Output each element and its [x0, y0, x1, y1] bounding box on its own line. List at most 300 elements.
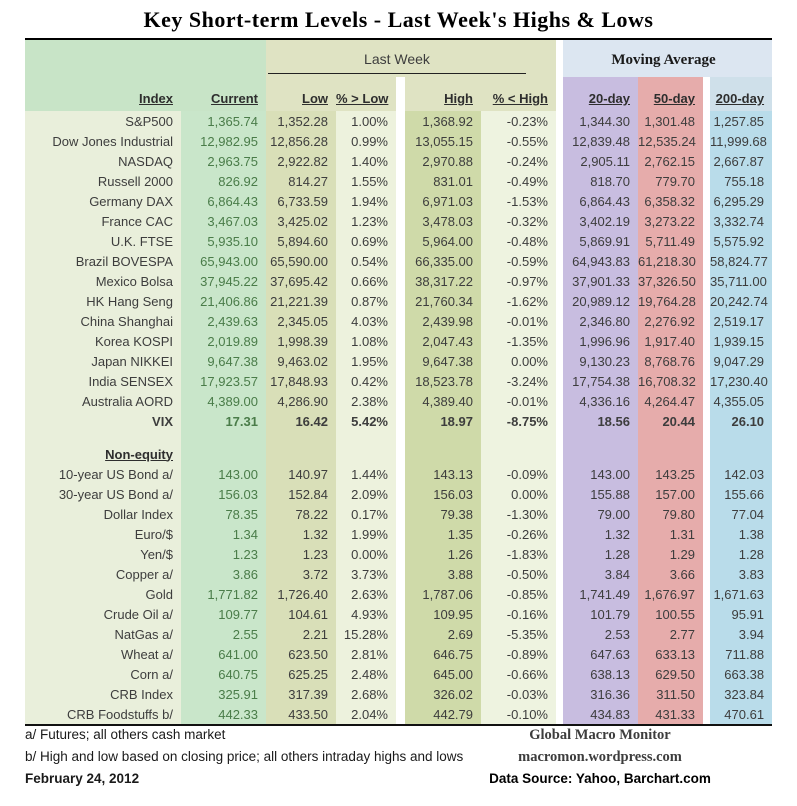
table-row — [25, 464, 772, 484]
table-row — [25, 624, 772, 644]
cell-200-day: 95.91 — [710, 604, 772, 624]
cell-20-day: 1,344.30 — [563, 111, 638, 131]
col-gap — [396, 664, 405, 684]
moving-average-label: Moving Average — [611, 52, 716, 68]
cell-200-day — [710, 444, 772, 464]
cell-high: 143.13 — [405, 464, 481, 484]
cell-20-day: 316.36 — [563, 684, 638, 704]
col-header-50-day: 50-day — [638, 77, 703, 111]
cell-current — [181, 444, 266, 464]
cell-200-day: 11,999.68 — [710, 131, 772, 151]
cell-high: 79.38 — [405, 504, 481, 524]
col-gap — [703, 664, 710, 684]
cell-50-day: 2,762.15 — [638, 151, 703, 171]
cell-50-day: 431.33 — [638, 704, 703, 725]
col-gap — [703, 584, 710, 604]
col-gap — [396, 391, 405, 411]
col-gap — [396, 77, 405, 111]
cell-high: 18.97 — [405, 411, 481, 431]
cell-low: 2.21 — [266, 624, 336, 644]
cell-50-day: 37,326.50 — [638, 271, 703, 291]
cell-50-day: 20.44 — [638, 411, 703, 431]
cell-20-day: 1,741.49 — [563, 584, 638, 604]
cell-pct-below-high: -0.49% — [481, 171, 556, 191]
cell-pct-above-low: 2.63% — [336, 584, 396, 604]
cell-50-day: 5,711.49 — [638, 231, 703, 251]
col-gap — [703, 351, 710, 371]
cell-low: 317.39 — [266, 684, 336, 704]
cell-pct-above-low: 0.42% — [336, 371, 396, 391]
cell-index — [25, 431, 181, 444]
col-gap — [396, 484, 405, 504]
table-row — [25, 331, 772, 351]
cell-high: 21,760.34 — [405, 291, 481, 311]
cell-20-day: 1.32 — [563, 524, 638, 544]
cell-index: Wheat a/ — [25, 644, 181, 664]
cell-current: 143.00 — [181, 464, 266, 484]
cell-current: 3,467.03 — [181, 211, 266, 231]
col-gap — [703, 644, 710, 664]
cell-20-day: 1.28 — [563, 544, 638, 564]
cell-pct-below-high: -0.03% — [481, 684, 556, 704]
footnote-b: b/ High and low based on closing price; all others intraday highs and lows — [25, 749, 464, 764]
cell-low: 1,726.40 — [266, 584, 336, 604]
col-gap — [703, 131, 710, 151]
col-header-high: High — [405, 77, 481, 111]
cell-pct-below-high: -0.23% — [481, 111, 556, 131]
table-row — [25, 351, 772, 371]
cell-pct-above-low: 0.99% — [336, 131, 396, 151]
col-header-pct-below-high: % < High — [481, 77, 556, 111]
cell-200-day: 1.28 — [710, 544, 772, 564]
col-gap — [556, 77, 563, 111]
cell-low: 1.23 — [266, 544, 336, 564]
last-week-band — [266, 40, 556, 77]
cell-20-day: 2.53 — [563, 624, 638, 644]
col-gap — [703, 171, 710, 191]
cell-index: Gold — [25, 584, 181, 604]
cell-50-day: 157.00 — [638, 484, 703, 504]
cell-current — [181, 431, 266, 444]
cell-200-day: 155.66 — [710, 484, 772, 504]
table-row — [25, 704, 772, 725]
col-gap — [556, 624, 563, 644]
col-gap — [556, 151, 563, 171]
cell-index: S&P500 — [25, 111, 181, 131]
col-gap — [703, 624, 710, 644]
page-title: Key Short-term Levels - Last Week's Highs & Lows — [143, 7, 654, 32]
cell-pct-below-high: -0.26% — [481, 524, 556, 544]
cell-50-day: 100.55 — [638, 604, 703, 624]
col-gap — [556, 131, 563, 151]
cell-low: 12,856.28 — [266, 131, 336, 151]
col-gap — [556, 191, 563, 211]
cell-high: 646.75 — [405, 644, 481, 664]
cell-low: 3.72 — [266, 564, 336, 584]
cell-low: 140.97 — [266, 464, 336, 484]
col-gap — [703, 604, 710, 624]
group-header-row — [25, 40, 772, 77]
cell-low: 152.84 — [266, 484, 336, 504]
levels-table — [25, 40, 772, 726]
col-gap — [703, 524, 710, 544]
cell-pct-above-low: 1.08% — [336, 331, 396, 351]
cell-current: 109.77 — [181, 604, 266, 624]
cell-low: 37,695.42 — [266, 271, 336, 291]
cell-low: 16.42 — [266, 411, 336, 431]
cell-pct-below-high: -0.32% — [481, 211, 556, 231]
table-row — [25, 251, 772, 271]
cell-pct-above-low: 0.17% — [336, 504, 396, 524]
cell-pct-above-low: 2.38% — [336, 391, 396, 411]
cell-current: 1,365.74 — [181, 111, 266, 131]
cell-current: 2,963.75 — [181, 151, 266, 171]
table-row — [25, 151, 772, 171]
cell-low: 433.50 — [266, 704, 336, 725]
cell-high: 1.35 — [405, 524, 481, 544]
cell-index: CRB Index — [25, 684, 181, 704]
cell-pct-below-high: -0.85% — [481, 584, 556, 604]
cell-pct-above-low: 1.55% — [336, 171, 396, 191]
col-gap — [556, 351, 563, 371]
cell-20-day: 9,130.23 — [563, 351, 638, 371]
col-gap — [556, 464, 563, 484]
cell-pct-above-low: 1.00% — [336, 111, 396, 131]
col-gap — [396, 584, 405, 604]
cell-index: France CAC — [25, 211, 181, 231]
cell-50-day — [638, 444, 703, 464]
cell-20-day: 4,336.16 — [563, 391, 638, 411]
table-row — [25, 131, 772, 151]
col-gap — [556, 391, 563, 411]
cell-high: 2.69 — [405, 624, 481, 644]
cell-50-day: 1,917.40 — [638, 331, 703, 351]
table-row — [25, 211, 772, 231]
col-gap — [396, 411, 405, 431]
col-gap — [703, 391, 710, 411]
cell-50-day: 8,768.76 — [638, 351, 703, 371]
table-row — [25, 271, 772, 291]
cell-high: 5,964.00 — [405, 231, 481, 251]
cell-pct-below-high: -3.24% — [481, 371, 556, 391]
col-gap — [703, 371, 710, 391]
cell-high: 1,787.06 — [405, 584, 481, 604]
cell-50-day: 12,535.24 — [638, 131, 703, 151]
col-gap — [703, 564, 710, 584]
cell-20-day: 647.63 — [563, 644, 638, 664]
col-gap — [556, 584, 563, 604]
table-row — [25, 371, 772, 391]
cell-current: 65,943.00 — [181, 251, 266, 271]
cell-high: 156.03 — [405, 484, 481, 504]
cell-200-day: 1.38 — [710, 524, 772, 544]
cell-20-day: 12,839.48 — [563, 131, 638, 151]
col-gap — [703, 544, 710, 564]
cell-50-day: 6,358.32 — [638, 191, 703, 211]
cell-pct-below-high: -0.09% — [481, 464, 556, 484]
cell-high: 38,317.22 — [405, 271, 481, 291]
col-gap — [556, 271, 563, 291]
col-gap — [703, 291, 710, 311]
table-row — [25, 604, 772, 624]
cell-low: 814.27 — [266, 171, 336, 191]
col-gap — [556, 111, 563, 131]
cell-pct-above-low: 1.94% — [336, 191, 396, 211]
cell-index: Non-equity — [25, 444, 181, 464]
cell-current: 9,647.38 — [181, 351, 266, 371]
cell-pct-below-high: -0.10% — [481, 704, 556, 725]
index-current-band — [25, 40, 266, 77]
cell-20-day — [563, 431, 638, 444]
cell-high: 645.00 — [405, 664, 481, 684]
cell-pct-below-high: -0.01% — [481, 391, 556, 411]
cell-index: Germany DAX — [25, 191, 181, 211]
moving-average-band — [563, 40, 772, 77]
table-row — [25, 524, 772, 544]
col-gap — [703, 504, 710, 524]
cell-200-day: 2,519.17 — [710, 311, 772, 331]
cell-200-day: 5,575.92 — [710, 231, 772, 251]
cell-index: China Shanghai — [25, 311, 181, 331]
cell-low: 78.22 — [266, 504, 336, 524]
cell-index: VIX — [25, 411, 181, 431]
cell-20-day: 79.00 — [563, 504, 638, 524]
col-gap — [396, 151, 405, 171]
cell-index: Japan NIKKEI — [25, 351, 181, 371]
cell-index: NASDAQ — [25, 151, 181, 171]
table-row — [25, 291, 772, 311]
col-gap — [556, 231, 563, 251]
cell-pct-below-high: 0.00% — [481, 484, 556, 504]
cell-index: Copper a/ — [25, 564, 181, 584]
cell-pct-above-low: 0.69% — [336, 231, 396, 251]
col-gap — [703, 271, 710, 291]
cell-high — [405, 431, 481, 444]
cell-index: Mexico Bolsa — [25, 271, 181, 291]
col-gap — [396, 644, 405, 664]
col-gap — [556, 504, 563, 524]
cell-index: Yen/$ — [25, 544, 181, 564]
cell-high: 9,647.38 — [405, 351, 481, 371]
cell-50-day: 779.70 — [638, 171, 703, 191]
cell-low: 625.25 — [266, 664, 336, 684]
col-gap — [556, 604, 563, 624]
cell-200-day: 1,257.85 — [710, 111, 772, 131]
cell-20-day: 64,943.83 — [563, 251, 638, 271]
cell-20-day: 5,869.91 — [563, 231, 638, 251]
cell-50-day: 4,264.47 — [638, 391, 703, 411]
col-gap — [703, 331, 710, 351]
cell-200-day: 663.38 — [710, 664, 772, 684]
cell-50-day: 79.80 — [638, 504, 703, 524]
footnote-a: a/ Futures; all others cash market — [25, 727, 226, 742]
cell-20-day: 2,905.11 — [563, 151, 638, 171]
col-gap — [396, 624, 405, 644]
cell-high: 3.88 — [405, 564, 481, 584]
col-gap — [396, 564, 405, 584]
cell-200-day: 1,671.63 — [710, 584, 772, 604]
col-gap — [396, 171, 405, 191]
cell-index: 30-year US Bond a/ — [25, 484, 181, 504]
cell-high: 66,335.00 — [405, 251, 481, 271]
cell-pct-above-low: 1.99% — [336, 524, 396, 544]
col-gap — [703, 684, 710, 704]
cell-20-day: 1,996.96 — [563, 331, 638, 351]
cell-current: 3.86 — [181, 564, 266, 584]
cell-pct-below-high: -0.16% — [481, 604, 556, 624]
cell-index: India SENSEX — [25, 371, 181, 391]
brand-url[interactable]: macromon.wordpress.com — [518, 749, 682, 765]
col-gap — [703, 111, 710, 131]
col-header-low: Low — [266, 77, 336, 111]
table-row — [25, 171, 772, 191]
col-header-200-day: 200-day — [710, 77, 772, 111]
cell-200-day: 17,230.40 — [710, 371, 772, 391]
cell-20-day: 2,346.80 — [563, 311, 638, 331]
table-row — [25, 311, 772, 331]
cell-current: 325.91 — [181, 684, 266, 704]
col-gap — [703, 251, 710, 271]
cell-200-day: 58,824.77 — [710, 251, 772, 271]
col-gap — [556, 331, 563, 351]
table-row — [25, 644, 772, 664]
cell-index: NatGas a/ — [25, 624, 181, 644]
cell-200-day: 4,355.05 — [710, 391, 772, 411]
col-gap — [703, 704, 710, 725]
report-date: February 24, 2012 — [25, 771, 140, 786]
cell-200-day: 26.10 — [710, 411, 772, 431]
col-gap — [396, 524, 405, 544]
cell-pct-above-low: 1.44% — [336, 464, 396, 484]
cell-current: 1.23 — [181, 544, 266, 564]
cell-pct-below-high: -1.35% — [481, 331, 556, 351]
cell-pct-below-high: -8.75% — [481, 411, 556, 431]
col-gap — [556, 704, 563, 725]
cell-current: 37,945.22 — [181, 271, 266, 291]
cell-20-day: 434.83 — [563, 704, 638, 725]
cell-50-day: 1,676.97 — [638, 584, 703, 604]
cell-pct-above-low: 2.09% — [336, 484, 396, 504]
cell-20-day: 638.13 — [563, 664, 638, 684]
col-header-current: Current — [181, 77, 266, 111]
cell-current: 12,982.95 — [181, 131, 266, 151]
cell-pct-above-low: 2.48% — [336, 664, 396, 684]
brand-name: Global Macro Monitor — [529, 727, 671, 743]
cell-high: 326.02 — [405, 684, 481, 704]
col-gap — [703, 77, 710, 111]
cell-200-day: 755.18 — [710, 171, 772, 191]
cell-pct-above-low: 1.23% — [336, 211, 396, 231]
cell-200-day: 20,242.74 — [710, 291, 772, 311]
cell-pct-above-low: 5.42% — [336, 411, 396, 431]
cell-current: 17,923.57 — [181, 371, 266, 391]
col-gap — [396, 211, 405, 231]
col-gap — [396, 704, 405, 725]
cell-current: 2,019.89 — [181, 331, 266, 351]
cell-high: 1,368.92 — [405, 111, 481, 131]
cell-pct-above-low: 0.66% — [336, 271, 396, 291]
cell-current: 442.33 — [181, 704, 266, 725]
cell-20-day: 155.88 — [563, 484, 638, 504]
cell-current: 2.55 — [181, 624, 266, 644]
cell-low: 6,733.59 — [266, 191, 336, 211]
cell-50-day: 2,276.92 — [638, 311, 703, 331]
cell-200-day: 3.94 — [710, 624, 772, 644]
cell-current: 1,771.82 — [181, 584, 266, 604]
cell-20-day: 20,989.12 — [563, 291, 638, 311]
cell-pct-above-low — [336, 444, 396, 464]
cell-current: 6,864.43 — [181, 191, 266, 211]
cell-high: 831.01 — [405, 171, 481, 191]
cell-low: 1,998.39 — [266, 331, 336, 351]
table-row — [25, 484, 772, 504]
col-gap — [703, 444, 710, 464]
cell-200-day: 1,939.15 — [710, 331, 772, 351]
col-gap — [556, 291, 563, 311]
col-gap — [556, 251, 563, 271]
cell-pct-below-high: -0.97% — [481, 271, 556, 291]
cell-pct-above-low: 1.95% — [336, 351, 396, 371]
cell-index: Crude Oil a/ — [25, 604, 181, 624]
col-gap — [556, 524, 563, 544]
cell-20-day: 3.84 — [563, 564, 638, 584]
col-gap — [556, 371, 563, 391]
col-gap — [396, 431, 405, 444]
table-row — [25, 191, 772, 211]
cell-index: Korea KOSPI — [25, 331, 181, 351]
cell-pct-above-low: 4.03% — [336, 311, 396, 331]
cell-200-day: 470.61 — [710, 704, 772, 725]
cell-high: 2,439.98 — [405, 311, 481, 331]
cell-200-day: 35,711.00 — [710, 271, 772, 291]
cell-current: 4,389.00 — [181, 391, 266, 411]
cell-high: 2,970.88 — [405, 151, 481, 171]
cell-pct-below-high — [481, 431, 556, 444]
cell-50-day: 19,764.28 — [638, 291, 703, 311]
data-source: Data Source: Yahoo, Barchart.com — [489, 771, 711, 786]
cell-200-day: 2,667.87 — [710, 151, 772, 171]
cell-pct-below-high: -0.55% — [481, 131, 556, 151]
cell-index: CRB Foodstuffs b/ — [25, 704, 181, 725]
cell-pct-above-low: 2.04% — [336, 704, 396, 725]
spacer-row — [25, 431, 772, 444]
col-gap — [556, 211, 563, 231]
table-row — [25, 544, 772, 564]
cell-current: 2,439.63 — [181, 311, 266, 331]
col-gap — [556, 664, 563, 684]
cell-200-day: 323.84 — [710, 684, 772, 704]
cell-pct-below-high: -5.35% — [481, 624, 556, 644]
cell-50-day: 629.50 — [638, 664, 703, 684]
cell-20-day: 101.79 — [563, 604, 638, 624]
cell-pct-below-high: -1.83% — [481, 544, 556, 564]
col-gap — [396, 371, 405, 391]
cell-pct-below-high: -1.53% — [481, 191, 556, 211]
cell-200-day — [710, 431, 772, 444]
col-gap — [703, 484, 710, 504]
col-gap — [396, 311, 405, 331]
cell-20-day: 3,402.19 — [563, 211, 638, 231]
cell-low: 4,286.90 — [266, 391, 336, 411]
cell-50-day: 3.66 — [638, 564, 703, 584]
cell-high — [405, 444, 481, 464]
cell-pct-above-low: 1.40% — [336, 151, 396, 171]
cell-current: 1.34 — [181, 524, 266, 544]
cell-20-day — [563, 444, 638, 464]
table-row — [25, 504, 772, 524]
cell-pct-above-low: 2.68% — [336, 684, 396, 704]
cell-low: 9,463.02 — [266, 351, 336, 371]
